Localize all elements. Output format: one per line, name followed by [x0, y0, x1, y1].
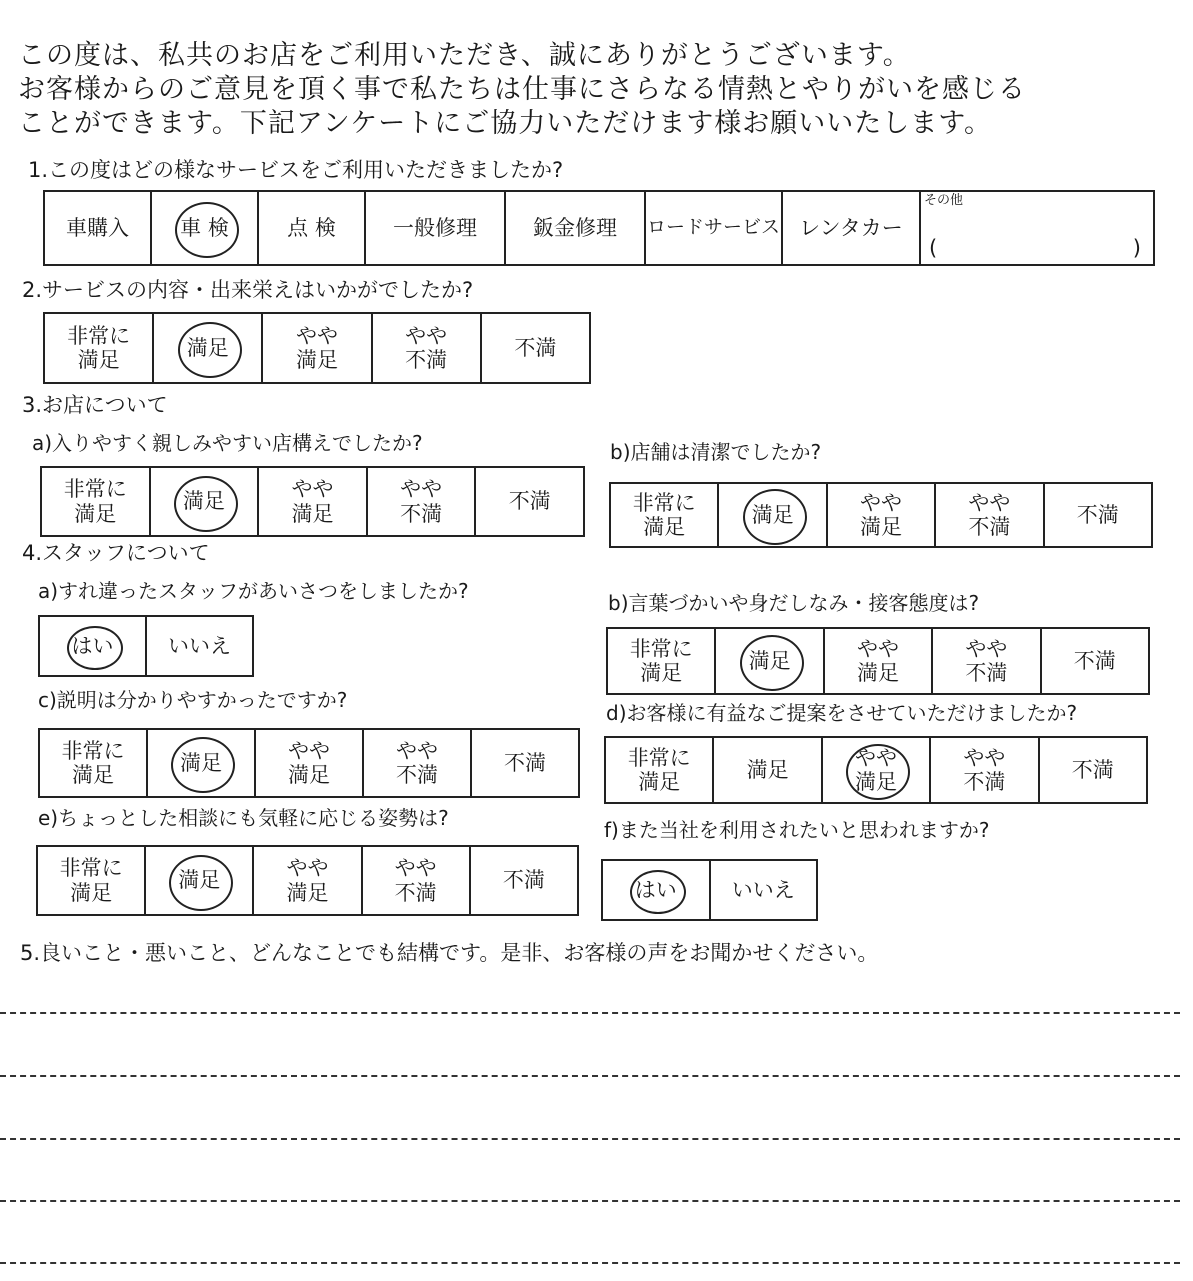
intro-line-1: この度は、私共のお店をご利用いただき、誠にありがとうございます。 — [18, 40, 911, 71]
q4f-options — [601, 859, 818, 921]
other-paren-close: ) — [1132, 235, 1141, 260]
q4-title: 4.スタッフについて — [22, 541, 210, 565]
other-paren-open: ( — [929, 235, 938, 260]
intro-line-2: お客様からのご意見を頂く事で私たちは仕事にさらなる情熱とやりがいを感じる — [18, 74, 1026, 105]
q4f-option-2[interactable]: いいえ — [710, 860, 818, 920]
q1-option-7[interactable]: レンタカー — [782, 191, 920, 265]
q4f-question: f)また当社を利用されたいと思われますか? — [604, 818, 990, 842]
q1-title: 1.この度はどの様なサービスをご利用いただきましたか? — [28, 158, 564, 182]
q2-option-2[interactable]: 満足 — [153, 313, 262, 383]
comment-line-5[interactable] — [0, 1262, 1180, 1264]
q2-option-5[interactable]: 不満 — [481, 313, 590, 383]
q3a-option-4[interactable]: やや 不満 — [367, 467, 476, 536]
q1-option-3[interactable]: 点 検 — [258, 191, 365, 265]
q3a-option-2[interactable]: 満足 — [150, 467, 259, 536]
q4d-question: d)お客様に有益なご提案をさせていただけましたか? — [606, 701, 1078, 725]
q1-option-1[interactable]: 車購入 — [44, 191, 151, 265]
q3b-option-1[interactable]: 非常に 満足 — [610, 483, 718, 547]
q3-title: 3.お店について — [22, 393, 168, 417]
q4d-options — [604, 736, 1148, 804]
comment-line-3[interactable] — [0, 1138, 1180, 1140]
q4c-option-1[interactable]: 非常に 満足 — [39, 729, 147, 797]
q3b-question: b)店舗は清潔でしたか? — [610, 440, 822, 464]
q2-options — [43, 312, 591, 384]
q4d-option-4[interactable]: やや 不満 — [930, 737, 1038, 803]
q4e-question: e)ちょっとした相談にも気軽に応じる姿勢は? — [38, 806, 449, 830]
q1-option-2[interactable]: 車 検 — [151, 191, 258, 265]
q2-option-1[interactable]: 非常に 満足 — [44, 313, 153, 383]
q4a-options — [38, 615, 254, 677]
q4e-option-2[interactable]: 満足 — [145, 846, 253, 915]
other-label: その他 — [924, 193, 964, 208]
q4b-option-4[interactable]: やや 不満 — [932, 628, 1040, 694]
comment-line-2[interactable] — [0, 1075, 1180, 1077]
comment-line-1[interactable] — [0, 1012, 1180, 1014]
intro-line-3: ことができます。下記アンケートにご協力いただけます様お願いいたします。 — [18, 108, 993, 139]
q4b-option-5[interactable]: 不満 — [1041, 628, 1149, 694]
q5-title: 5.良いこと・悪いこと、どんなことでも結構です。是非、お客様の声をお聞かせください。 — [20, 941, 879, 965]
q4d-option-2[interactable]: 満足 — [713, 737, 821, 803]
q4e-options — [36, 845, 579, 916]
comment-line-4[interactable] — [0, 1200, 1180, 1202]
q1-options — [43, 190, 1155, 266]
q3a-option-5[interactable]: 不満 — [475, 467, 584, 536]
q4e-option-1[interactable]: 非常に 満足 — [37, 846, 145, 915]
q1-option-4[interactable]: 一般修理 — [365, 191, 505, 265]
q1-option-6[interactable]: ロードサービス — [645, 191, 782, 265]
q2-option-4[interactable]: やや 不満 — [372, 313, 481, 383]
q2-option-3[interactable]: やや 満足 — [262, 313, 371, 383]
q3b-options — [609, 482, 1153, 548]
q3a-option-3[interactable]: やや 満足 — [258, 467, 367, 536]
q4a-option-2[interactable]: いいえ — [146, 616, 253, 676]
q4c-question: c)説明は分かりやすかったですか? — [38, 688, 348, 712]
q4d-option-1[interactable]: 非常に 満足 — [605, 737, 713, 803]
q3b-option-2[interactable]: 満足 — [718, 483, 826, 547]
q4f-option-1[interactable]: はい — [602, 860, 710, 920]
q4e-option-4[interactable]: やや 不満 — [362, 846, 470, 915]
q1-option-5[interactable]: 鈑金修理 — [505, 191, 645, 265]
q4c-option-3[interactable]: やや 満足 — [255, 729, 363, 797]
q3a-option-1[interactable]: 非常に 満足 — [41, 467, 150, 536]
q4d-option-5[interactable]: 不満 — [1039, 737, 1147, 803]
q4c-option-4[interactable]: やや 不満 — [363, 729, 471, 797]
q3b-option-3[interactable]: やや 満足 — [827, 483, 935, 547]
q4b-options — [606, 627, 1150, 695]
q3b-option-5[interactable]: 不満 — [1044, 483, 1152, 547]
q3b-option-4[interactable]: やや 不満 — [935, 483, 1043, 547]
q4c-option-5[interactable]: 不満 — [471, 729, 579, 797]
q4c-option-2[interactable]: 満足 — [147, 729, 255, 797]
q4b-option-3[interactable]: やや 満足 — [824, 628, 932, 694]
q3a-options — [40, 466, 585, 537]
q4b-question: b)言葉づかいや身だしなみ・接客態度は? — [608, 591, 980, 615]
q4d-option-3[interactable]: やや 満足 — [822, 737, 930, 803]
q2-title: 2.サービスの内容・出来栄えはいかがでしたか? — [22, 278, 474, 302]
q4b-option-2[interactable]: 満足 — [715, 628, 823, 694]
q4a-option-1[interactable]: はい — [39, 616, 146, 676]
q4b-option-1[interactable]: 非常に 満足 — [607, 628, 715, 694]
q1-option-other[interactable] — [920, 191, 1154, 265]
q4e-option-5[interactable]: 不満 — [470, 846, 578, 915]
q4c-options — [38, 728, 580, 798]
q3a-question: a)入りやすく親しみやすい店構えでしたか? — [32, 431, 423, 455]
q4e-option-3[interactable]: やや 満足 — [253, 846, 361, 915]
q4a-question: a)すれ違ったスタッフがあいさつをしましたか? — [38, 579, 469, 603]
